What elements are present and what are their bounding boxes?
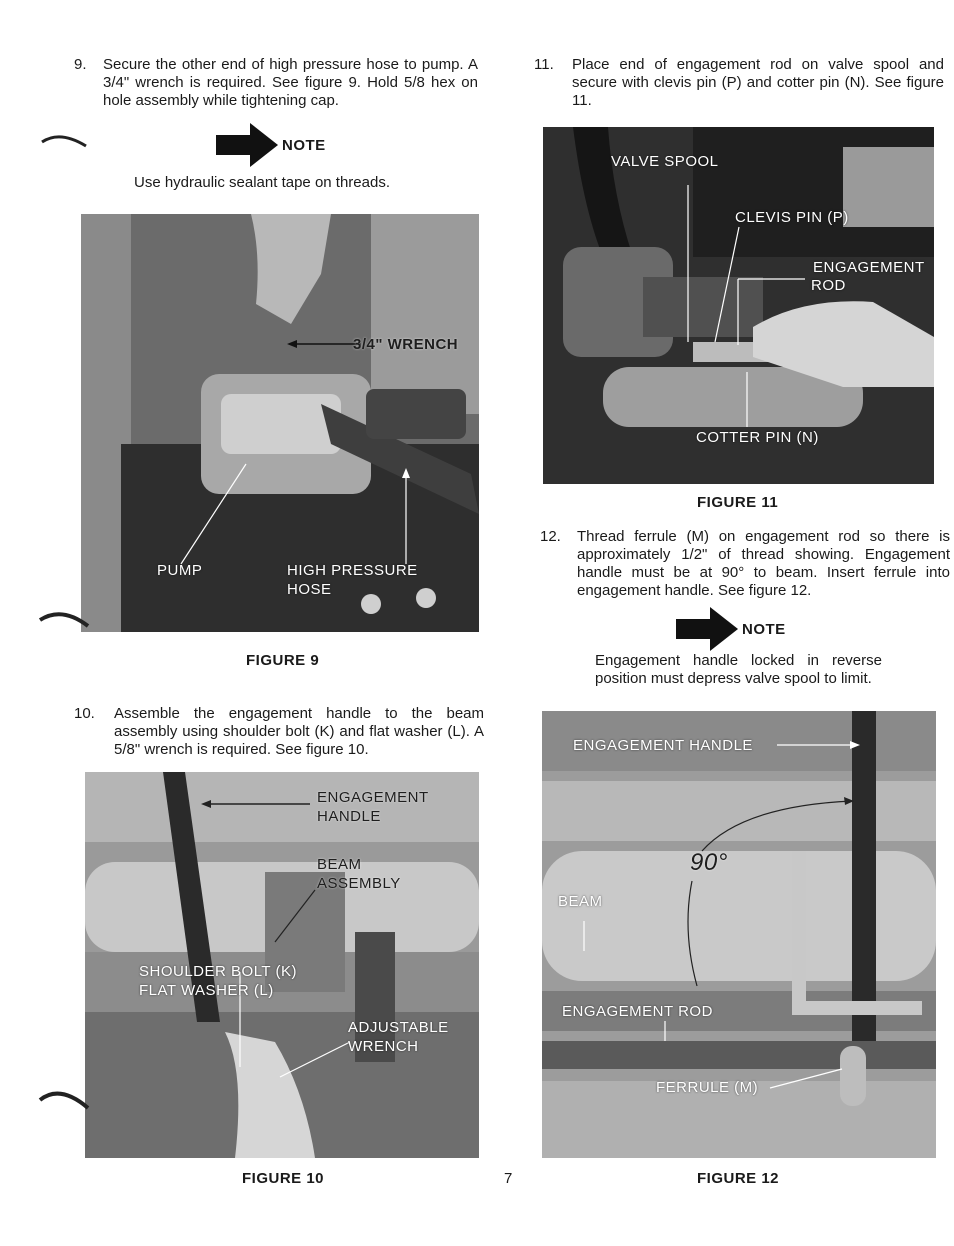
note-label: NOTE	[742, 620, 786, 638]
note-1-text: Use hydraulic sealant tape on threads.	[134, 174, 390, 191]
step-text: Assemble the engagement handle to the beam assembly using shoulder bolt (K) and flat washer (L). A 5/8" wrench is required. See figure 10.	[114, 705, 484, 758]
step-text: Thread ferrule (M) on engagement rod so there is approximately 1/2" of thread showing. Engagement handle must be at 90° to beam. Insert ferrule into engagement handle. See figure 12.	[577, 528, 950, 599]
note-label: NOTE	[282, 136, 326, 154]
step-11	[534, 56, 944, 112]
binder-hole-mark-icon	[38, 1084, 90, 1114]
label-clevis-pin: CLEVIS PIN (P)	[735, 209, 849, 226]
note-1-header	[216, 123, 326, 167]
binder-hole-mark-icon	[40, 128, 90, 150]
label-hose-line2: HOSE	[287, 581, 332, 598]
step-10	[74, 705, 484, 761]
figure-12-caption: FIGURE 12	[697, 1170, 780, 1187]
label-wrench-line1: ADJUSTABLE	[348, 1019, 449, 1036]
page-number: 7	[504, 1170, 513, 1187]
label-rod-line1: ENGAGEMENT	[813, 259, 925, 276]
figure-11-photo	[543, 127, 934, 484]
note-2-text: Engagement handle locked in reverse position must depress valve spool to limit.	[595, 652, 882, 687]
figure-10-caption: FIGURE 10	[242, 1170, 325, 1187]
figure-12-photo	[542, 711, 936, 1158]
figure-9-photo	[81, 214, 479, 632]
step-number: 9.	[74, 56, 87, 73]
label-handle-line1: ENGAGEMENT	[317, 789, 429, 806]
note-2-header	[676, 607, 786, 651]
step-9	[74, 56, 478, 116]
figure-11-caption: FIGURE 11	[697, 494, 779, 511]
arrow-right-icon	[216, 123, 278, 167]
binder-hole-mark-icon	[38, 606, 90, 632]
label-angle: 90°	[690, 849, 728, 876]
label-handle: ENGAGEMENT HANDLE	[573, 737, 753, 754]
label-wrench-line2: WRENCH	[348, 1038, 419, 1055]
label-valve-spool: VALVE SPOOL	[611, 153, 719, 170]
label-wrench: 3/4" WRENCH	[353, 336, 459, 353]
step-number: 11.	[534, 56, 554, 73]
label-washer: FLAT WASHER (L)	[139, 982, 274, 999]
label-beam-line1: BEAM	[317, 856, 362, 873]
label-beam: BEAM	[558, 893, 603, 910]
step-text: Place end of engagement rod on valve spool and secure with clevis pin (P) and cotter pin (N). See figure 11.	[572, 56, 944, 109]
label-rod-line2: ROD	[811, 277, 846, 294]
label-ferrule: FERRULE (M)	[656, 1079, 759, 1096]
label-cotter-pin: COTTER PIN (N)	[696, 429, 819, 446]
figure-9-caption: FIGURE 9	[246, 652, 320, 669]
label-bolt: SHOULDER BOLT (K)	[139, 963, 297, 980]
label-rod: ENGAGEMENT ROD	[562, 1003, 713, 1020]
step-text: Secure the other end of high pressure hose to pump. A 3/4" wrench is required. See figure 9. Hold 5/8 hex on hole assembly while tightening cap.	[103, 56, 478, 109]
step-number: 10.	[74, 705, 95, 722]
arrow-right-icon	[676, 607, 738, 651]
label-handle-line2: HANDLE	[317, 808, 381, 825]
label-beam-line2: ASSEMBLY	[317, 875, 401, 892]
label-hose-line1: HIGH PRESSURE	[287, 562, 418, 579]
step-12	[540, 528, 950, 602]
figure-10-photo	[85, 772, 479, 1158]
label-pump: PUMP	[157, 562, 203, 579]
step-number: 12.	[540, 528, 561, 545]
